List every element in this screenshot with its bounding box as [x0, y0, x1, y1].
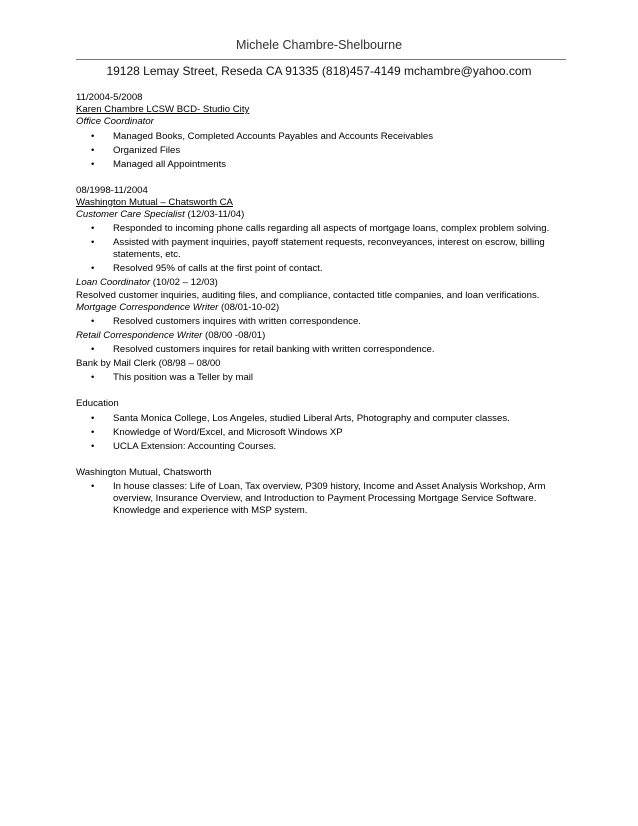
header-divider: [76, 59, 566, 60]
job2-employer: Washington Mutual – Chatsworth CA: [76, 196, 233, 208]
role2-heading: [76, 277, 566, 289]
role2-title: Loan Coordinator: [76, 277, 151, 289]
role1-duties: [76, 223, 566, 275]
job2-dates: 08/1998-11/2004: [76, 184, 148, 196]
list-item: • In house classes: Life of Loan, Tax overview, P309 history, Income and Asset Analysis Workshop, Arm overview, Insurance Overview, and Introduction to Payment Processing Mortgage Service Software. Knowledge and experience with MSP system.: [91, 480, 546, 517]
applicant-name: Michele Chambre-Shelbourne: [235, 38, 403, 52]
bullet-icon: •: [91, 344, 95, 356]
list-item: • Organized Files: [91, 144, 181, 156]
education-list: [76, 413, 566, 453]
role3-dates: (08/01-10-02): [218, 301, 280, 313]
role4-duties: [76, 344, 566, 356]
bullet-icon: •: [91, 412, 95, 424]
role1-title: Customer Care Specialist: [76, 209, 185, 221]
bullet-icon: •: [91, 223, 95, 235]
list-item: • This position was a Teller by mail: [91, 372, 254, 384]
list-item: • Managed all Appointments: [91, 158, 227, 170]
role5-duties: [76, 372, 566, 384]
role2-dates: (10/02 – 12/03): [150, 277, 218, 289]
bullet-icon: •: [91, 480, 95, 492]
role1-heading: [76, 209, 566, 221]
role3-duties: [76, 316, 566, 328]
role4-heading: [76, 330, 566, 342]
bullet-icon: •: [91, 263, 95, 275]
bullet-icon: •: [91, 237, 95, 249]
job1-employer: Karen Chambre LCSW BCD- Studio City: [76, 104, 250, 116]
job1-dates: 11/2004-5/2008: [76, 92, 143, 103]
role3-heading: [76, 302, 566, 314]
bullet-icon: •: [91, 130, 95, 142]
bullet-icon: •: [91, 426, 95, 438]
job1-title: Office Coordinator: [76, 116, 154, 128]
list-item: • Resolved customers inquires with written correspondence.: [91, 316, 361, 328]
role5-heading: Bank by Mail Clerk (08/98 – 08/00: [76, 358, 221, 370]
education-heading: Education: [76, 398, 119, 410]
list-item: • Managed Books, Completed Accounts Payables and Accounts Receivables: [91, 130, 433, 142]
bullet-icon: •: [91, 372, 95, 384]
role4-title: Retail Correspondence Writer: [76, 330, 203, 342]
list-item: • Santa Monica College, Los Angeles, studied Liberal Arts, Photography and computer classes.: [91, 412, 510, 424]
training-heading: Washington Mutual, Chatsworth: [76, 466, 212, 478]
training-list: [76, 481, 566, 518]
list-item: • Resolved customers inquires for retail banking with written correspondence.: [91, 344, 435, 356]
list-item: • Knowledge of Word/Excel, and Microsoft Windows XP: [91, 426, 343, 438]
list-item: • Assisted with payment inquiries, payoff statement requests, reconveyances, interest on escrow, billing statements, etc.: [91, 237, 545, 261]
list-item: • Resolved 95% of calls at the first point of contact.: [91, 263, 323, 275]
bullet-icon: •: [91, 144, 95, 156]
bullet-icon: •: [91, 316, 95, 328]
job1-duties: [76, 131, 566, 171]
list-item: • Responded to incoming phone calls regarding all aspects of mortgage loans, complex problem solving.: [91, 223, 550, 235]
contact-line: 19128 Lemay Street, Reseda CA 91335 (818)457-4149 mchambre@yahoo.com: [106, 64, 532, 78]
role4-dates: (08/00 -08/01): [202, 330, 266, 342]
role1-dates: (12/03-11/04): [184, 209, 245, 221]
bullet-icon: •: [91, 158, 95, 170]
list-item: • UCLA Extension: Accounting Courses.: [91, 440, 277, 452]
resume-body: [76, 92, 566, 519]
role3-title: Mortgage Correspondence Writer: [76, 301, 219, 313]
role2-description: Resolved customer inquiries, auditing files, and compliance, contacted title companies, and loan verifications.: [76, 289, 540, 301]
bullet-icon: •: [91, 440, 95, 452]
